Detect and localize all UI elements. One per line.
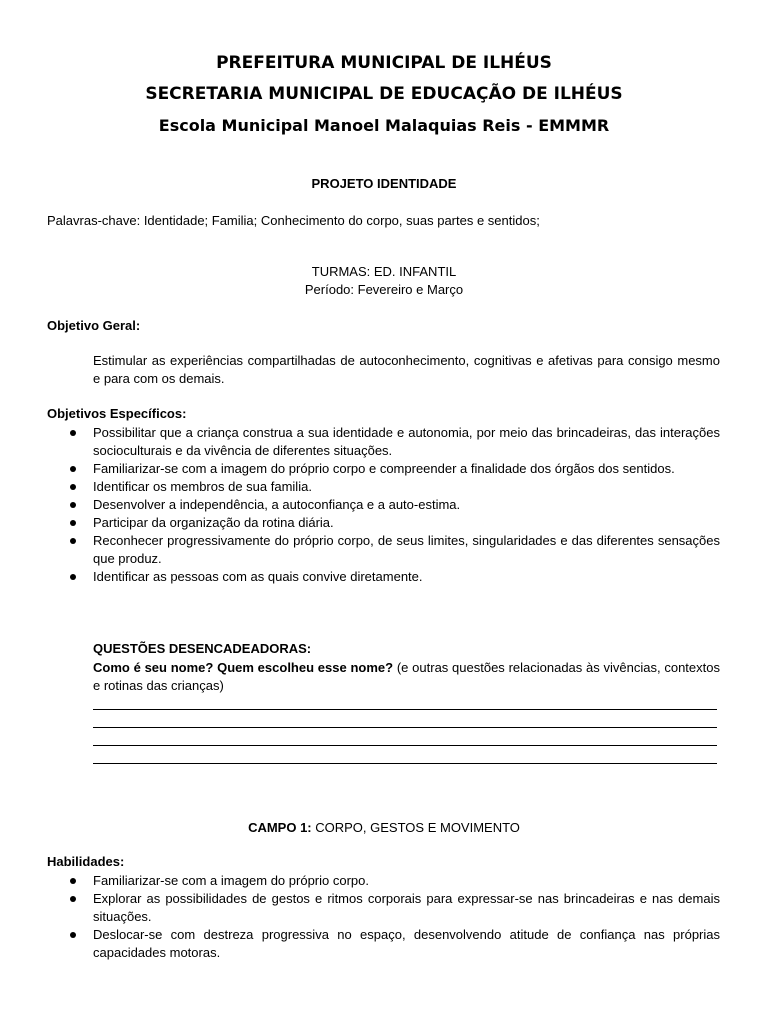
list-item: Reconhecer progressivamente do próprio corpo, de seus limites, singularidades e das diferentes sensações que produz. xyxy=(47,532,720,568)
list-item: Participar da organização da rotina diária. xyxy=(47,514,720,532)
list-item: Familiarizar-se com a imagem do próprio corpo e compreender a finalidade dos órgãos dos sentidos. xyxy=(47,460,720,478)
answer-line xyxy=(93,763,717,764)
objetivo-geral-text: Estimular as experiências compartilhadas de autoconhecimento, cognitivas e afetivas para consigo mesmo e para com os demais. xyxy=(93,353,720,386)
period: Período: Fevereiro e Março xyxy=(304,282,464,297)
questoes-rest: (e outras questões relacionadas às vivências, contextos e rotinas das crianças) xyxy=(93,660,720,693)
answer-line xyxy=(93,709,717,710)
habilidades-heading: Habilidades: xyxy=(47,854,125,869)
habilidades-list xyxy=(47,872,720,962)
campo1-label: CAMPO 1: xyxy=(248,820,312,835)
list-item: Possibilitar que a criança construa a sua identidade e autonomia, por meio das brincadeiras, das interações socioculturais e da vivência de diferentes situações. xyxy=(47,424,720,460)
list-item: Familiarizar-se com a imagem do próprio corpo. xyxy=(47,872,720,890)
campo1-title xyxy=(0,820,768,835)
questoes-question: Como é seu nome? Quem escolheu esse nome? xyxy=(93,660,394,675)
answer-line xyxy=(93,727,717,728)
list-item: Identificar os membros de sua familia. xyxy=(47,478,720,496)
list-item: Desenvolver a independência, a autoconfiança e a auto-estima. xyxy=(47,496,720,514)
objetivo-geral-heading: Objetivo Geral: xyxy=(47,318,141,333)
classes: TURMAS: ED. INFANTIL xyxy=(311,264,457,279)
list-item: Deslocar-se com destreza progressiva no espaço, desenvolvendo atitude de confiança nas próprias capacidades motoras. xyxy=(47,926,720,962)
questoes-text xyxy=(93,659,720,695)
header-prefeitura: PREFEITURA MUNICIPAL DE ILHÉUS xyxy=(216,53,552,73)
header-secretaria: SECRETARIA MUNICIPAL DE EDUCAÇÃO DE ILHÉUS xyxy=(145,84,623,104)
list-item: Identificar as pessoas com as quais convive diretamente. xyxy=(47,568,720,586)
campo1-name: CORPO, GESTOS E MOVIMENTO xyxy=(311,820,520,835)
objetivos-especificos-heading: Objetivos Específicos: xyxy=(47,406,187,421)
answer-line xyxy=(93,745,717,746)
questoes-heading: QUESTÕES DESENCADEADORAS: xyxy=(93,641,312,656)
objetivos-especificos-list xyxy=(47,424,720,586)
header-escola: Escola Municipal Manoel Malaquias Reis - EMMMR xyxy=(158,116,610,135)
keywords: Palavras-chave: Identidade; Familia; Conhecimento do corpo, suas partes e sentidos; xyxy=(47,213,540,228)
list-item: Explorar as possibilidades de gestos e ritmos corporais para expressar-se nas brincadeiras e nas demais situações. xyxy=(47,890,720,926)
project-title: PROJETO IDENTIDADE xyxy=(311,176,457,191)
